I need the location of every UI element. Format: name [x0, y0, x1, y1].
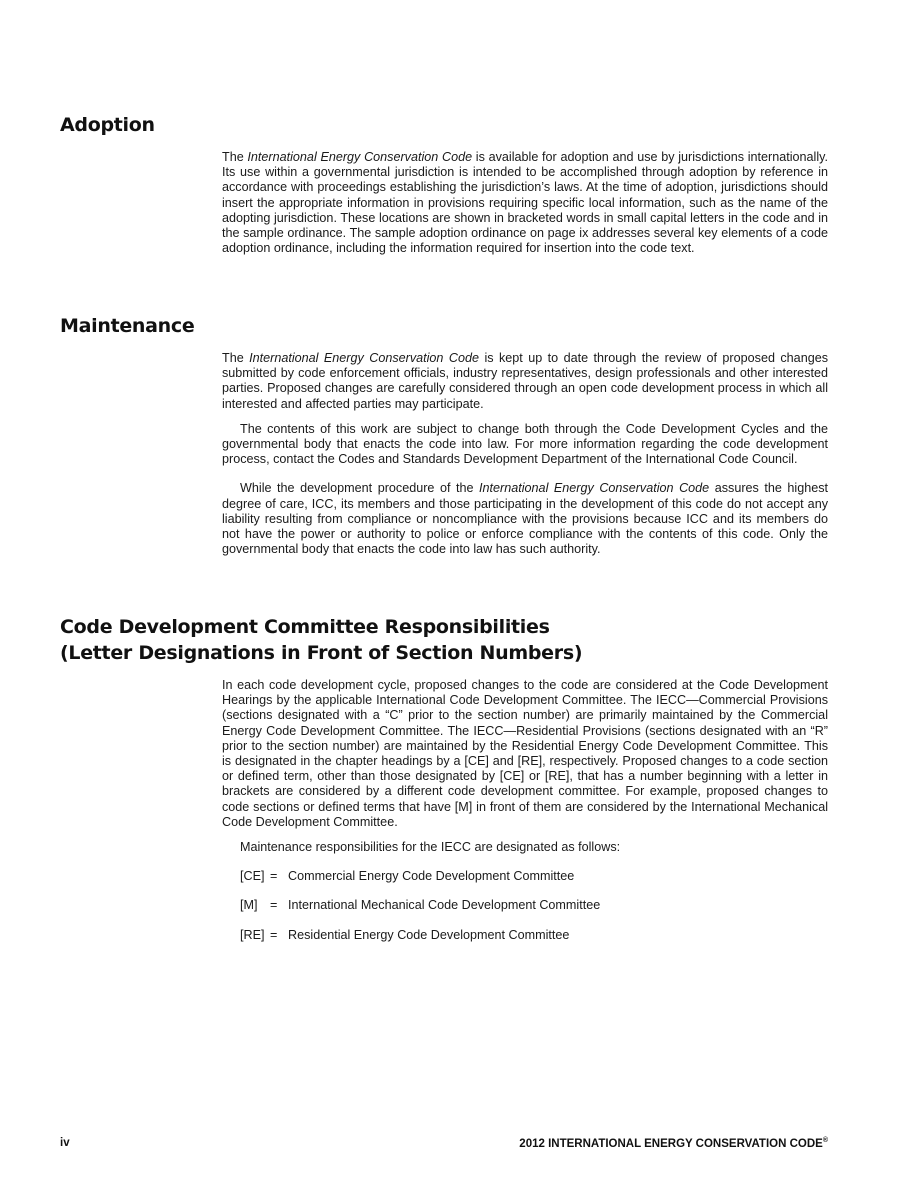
heading-maintenance: Maintenance — [60, 315, 195, 337]
footer-title: 2012 INTERNATIONAL ENERGY CONSERVATION CODE® — [519, 1137, 828, 1150]
heading-committee-line2: (Letter Designations in Front of Section Numbers) — [60, 642, 583, 664]
designation-ce: [CE] = Commercial Energy Code Development Committee — [240, 869, 575, 884]
section-committee-body — [222, 678, 828, 943]
registered-mark: ® — [822, 1137, 828, 1144]
maintenance-paragraph-2: The contents of this work are subject to change both through the Code Development Cycles and the governmental body that enacts the code into law. For more information regarding the code development process, contact the Codes and Standards Development Department of the International Code Council. — [222, 421, 828, 467]
maintenance-paragraph-3: While the development procedure of the International Energy Conservation Code assures the highest degree of care, ICC, its members and those participating in the development of this code do not accept any liability resulting from compliance or noncompliance with the provisions because ICC and its members do not have the power or authority to police or enforce compliance with the contents of this code. Only the governmental body that enacts the code into law has such authority. — [222, 481, 829, 557]
heading-committee — [60, 614, 582, 666]
committee-paragraph-2: Maintenance responsibilities for the IECC are designated as follows: — [240, 840, 621, 855]
heading-committee-line1: Code Development Committee Responsibilities — [60, 616, 550, 638]
designation-m: [M] = International Mechanical Code Development Committee — [240, 898, 601, 913]
page-number: iv — [60, 1137, 70, 1149]
designation-re: [RE] = Residential Energy Code Development Committee — [240, 927, 570, 942]
section-adoption-body — [222, 150, 828, 256]
heading-adoption: Adoption — [60, 114, 155, 136]
committee-paragraph-1: In each code development cycle, proposed changes to the code are considered at the Code Development Hearings by the applicable International Code Development Committee. The IECC—Commercial Provisions (sections designated with a “C” prior to the section number) are primarily maintained by the Commercial Energy Code Development Committee. The IECC—Residential Provisions (sections designated with an “R” prior to the section number) are maintained by the Residential Energy Code Development Committee. This is designated in the chapter headings by a [CE] and [RE], respectively. Proposed changes to a code section or defined term, other than those designated by [CE] or [RE], that has a number beginning with a letter in brackets are considered by a different code development committee. For example, proposed changes to code sections or defined terms that have [M] in front of them are considered by the International Mechanical Code Development Committee. — [222, 678, 828, 829]
section-maintenance-body — [222, 351, 828, 557]
adoption-paragraph: The International Energy Conservation Code is available for adoption and use by jurisdictions internationally. Its use within a governmental jurisdiction is intended to be accomplished through adoption by reference in accordance with proceedings establishing the jurisdiction’s laws. At the time of adoption, jurisdictions should insert the appropriate information in provisions requiring specific local information, such as the name of the adopting jurisdiction. These locations are shown in bracketed words in small capital letters in the code and in the sample ordinance. The sample adoption ordinance on page ix addresses several key elements of a code adoption ordinance, including the information required for insertion into the code text. — [222, 150, 829, 256]
maintenance-paragraph-1: The International Energy Conservation Code is kept up to date through the review of proposed changes submitted by code enforcement officials, industry representatives, design professionals and other interested parties. Proposed changes are carefully considered through an open code development process in which all interested and affected parties may participate. — [222, 351, 828, 411]
